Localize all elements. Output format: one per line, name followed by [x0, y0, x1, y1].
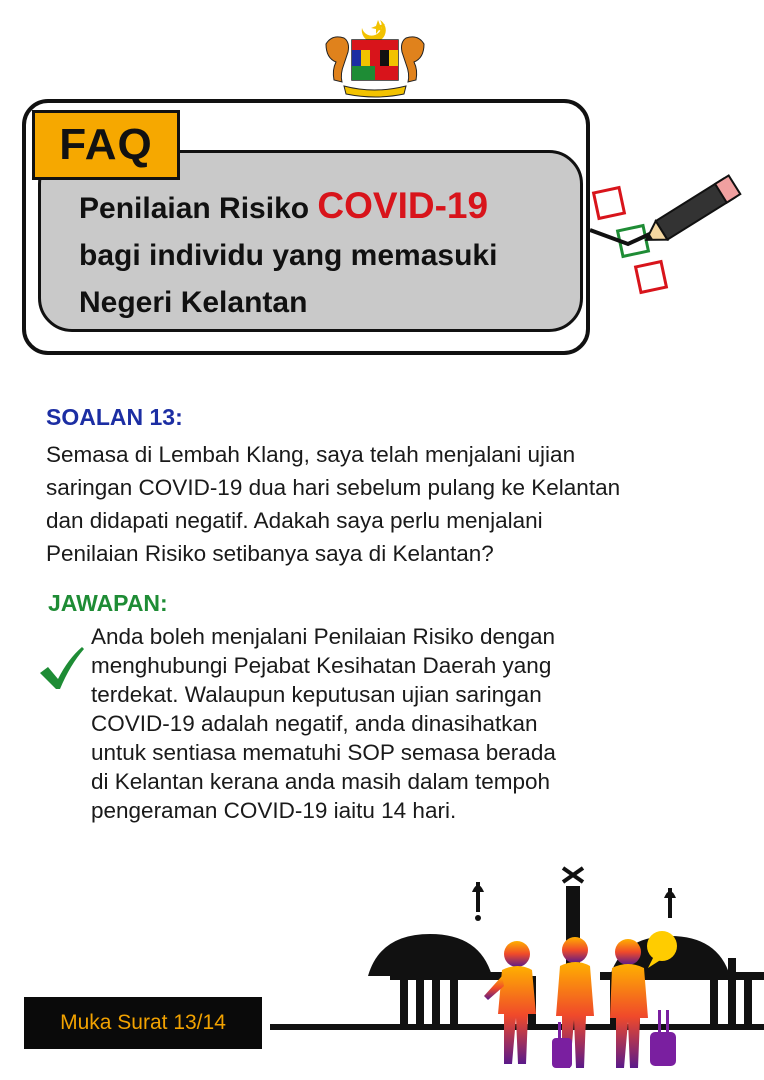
coat-of-arms-icon [318, 14, 432, 100]
answer-line: menghubungi Pejabat Kesihatan Daerah yang [91, 653, 552, 678]
answer-line: pengeraman COVID-19 iaitu 14 hari. [91, 798, 457, 823]
faq-tag-label: FAQ [59, 120, 153, 169]
question-label: SOALAN 13: [46, 404, 183, 430]
question-line: Semasa di Lembah Klang, saya telah menjalani ujian [46, 442, 576, 467]
banner-title-line2: bagi individu yang memasuki [79, 239, 498, 272]
answer-text [91, 622, 691, 825]
check-icon [38, 645, 84, 693]
banner-title-highlight: COVID-19 [317, 185, 489, 226]
question-text [46, 438, 736, 570]
banner-title [79, 182, 569, 326]
answer-line: terdekat. Walaupun keputusan ujian saringan [91, 682, 542, 707]
question-line: saringan COVID-19 dua hari sebelum pulang ke Kelantan [46, 475, 621, 500]
banner-title-part1: Penilaian Risiko [79, 192, 318, 225]
answer-line: untuk sentiasa mematuhi SOP semasa berada [91, 740, 556, 765]
checklist-pencil-icon [586, 160, 756, 310]
answer-line: di Kelantan kerana anda masih dalam tempoh [91, 769, 551, 794]
faq-tag [32, 110, 180, 180]
question-line: dan didapati negatif. Adakah saya perlu menjalani [46, 508, 543, 533]
banner-title-line3: Negeri Kelantan [79, 286, 308, 319]
answer-line: COVID-19 adalah negatif, anda dinasihatkan [91, 711, 538, 736]
answer-line: Anda boleh menjalani Penilaian Risiko dengan [91, 624, 556, 649]
page-number-label: Muka Surat 13/14 [60, 1011, 226, 1034]
answer-label: JAWAPAN: [48, 590, 168, 616]
page-number-badge [24, 997, 262, 1049]
mosque-travellers-illustration [270, 862, 764, 1080]
question-line: Penilaian Risiko setibanya saya di Kelantan? [46, 541, 494, 566]
